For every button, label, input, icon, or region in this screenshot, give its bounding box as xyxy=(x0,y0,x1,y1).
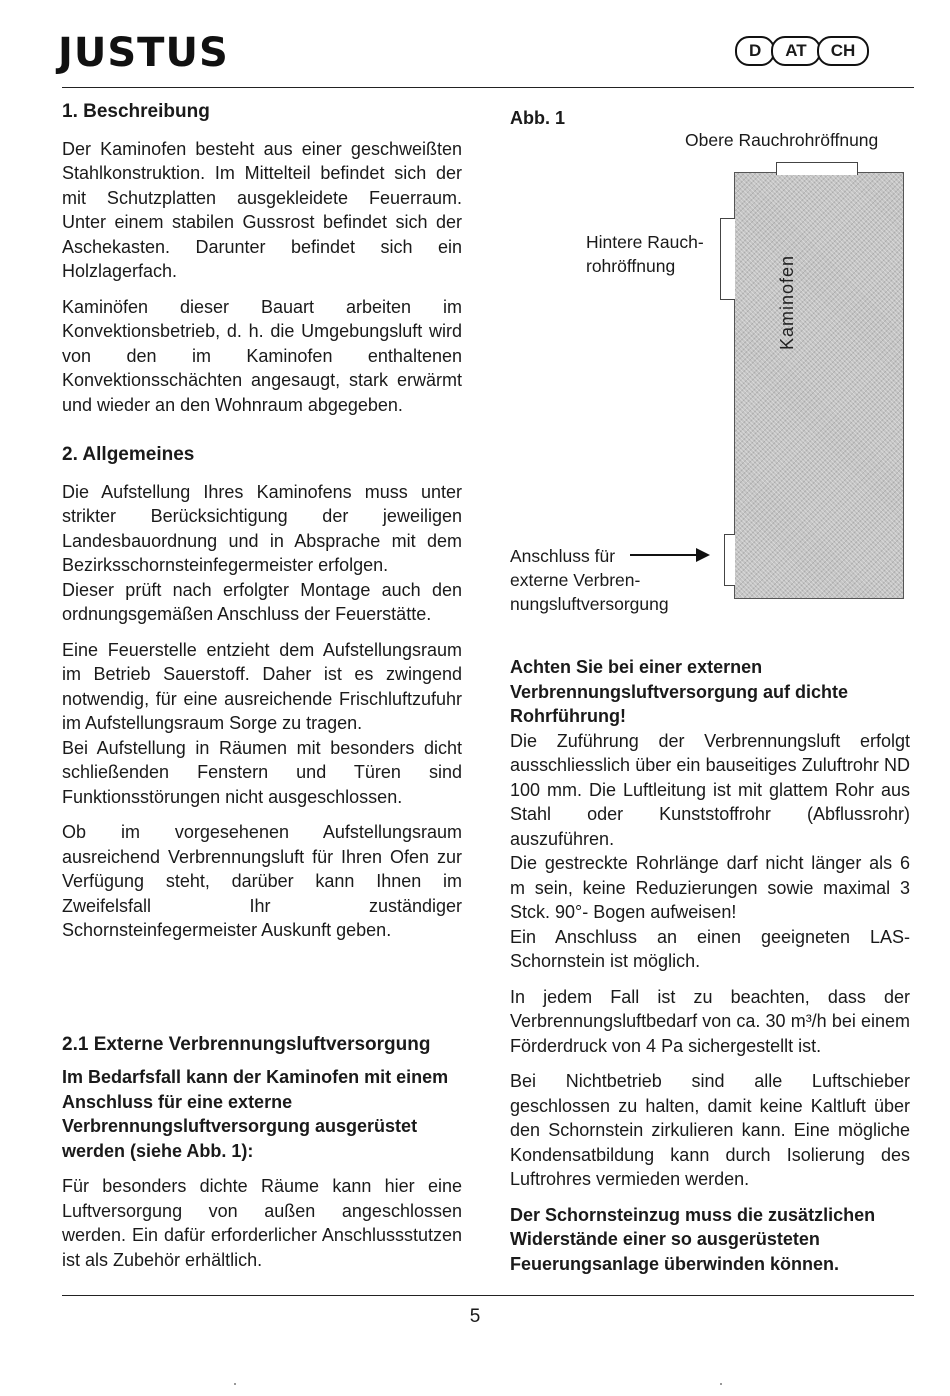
bold-note: Achten Sie bei einer externen Verbrennungsluftversorgung auf dichte Rohrführung! xyxy=(510,657,849,726)
section-heading-beschreibung: 1. Beschreibung xyxy=(62,101,210,122)
arrow-line xyxy=(630,554,698,556)
header-rule xyxy=(62,87,914,88)
figure-title: Abb. 1 xyxy=(510,108,566,128)
paragraph: Bei Aufstellung in Räumen mit besonders dicht schließenden Fenstern und Türen sind Funktionsstörungen nicht ausgeschlossen. xyxy=(62,737,462,807)
label-rear-flue: Hintere Rauch- rohröffnung xyxy=(586,232,704,276)
section-heading-allgemeines: 2. Allgemeines xyxy=(62,444,195,465)
paragraph: Für besonders dichte Räume kann hier eine Luftversorgung von außen angeschlossen werden. Ein dafür erforderlicher Anschlussstutzen ist als Zubehör erhältlich. xyxy=(62,1176,462,1270)
label-top-flue: Obere Rauchrohröffnung xyxy=(685,130,879,150)
page-number: 5 xyxy=(469,1306,481,1327)
bold-paragraph: Im Bedarfsfall kann der Kaminofen mit einem Anschluss für eine externe Verbrennungsluftversorgung ausgerüstet werden (siehe Abb. 1): xyxy=(62,1067,449,1161)
label-air-supply: Anschluss für externe Verbren- nungsluftversorgung xyxy=(510,546,669,614)
air-supply-connector xyxy=(724,534,735,586)
paragraph: Kaminöfen dieser Bauart arbeiten im Konvektionsbetrieb, d. h. die Umgebungsluft wird von den im Kaminofen enthaltenen Konvektionsschächten angesaugt, stark erwärmt und wieder an den Wohnraum abgegeben. xyxy=(62,296,462,415)
paragraph: Bei Nichtbetrieb sind alle Luftschieber geschlossen zu halten, damit keine Kaltluft über den Schornstein zirkulieren kann. Eine mögliche Kondensatbildung kann durch Isolierung des Luftrohres vermieden werden. xyxy=(510,1071,910,1189)
stove-diagram xyxy=(734,172,904,599)
paragraph: Eine Feuerstelle entzieht dem Aufstellungsraum im Betrieb Sauerstoff. Daher ist es zwingend notwendig, für eine ausreichende Frischluftzufuhr im Aufstellungsraum Sorge zu tragen. xyxy=(62,639,462,733)
paragraph: Die Zuführung der Verbrennungsluft erfolgt ausschliesslich über ein bauseitiges Zuluftrohr ND 100 mm. Die Luftleitung ist mit glattem Rohr aus Stahl oder Kunststoffrohr (Abflussrohr) auszuführen. xyxy=(510,730,910,849)
left-column xyxy=(62,100,462,1283)
paragraph: Der Kaminofen besteht aus einer geschweißten Stahlkonstruktion. Im Mittelteil befindet sich der mit Schutzplatten ausgekleidete Feuerraum. Unter einem stabilen Gussrost befindet sich der Aschekasten. Darunter befindet sich ein Holzlagerfach. xyxy=(62,138,462,281)
paragraph: Ob im vorgesehenen Aufstellungsraum ausreichend Verbrennungsluft für Ihren Ofen zur Verfügung steht, darüber kann Ihnen im Zweifelsfall Ihr zuständiger Schornsteinfegermeister Auskunft geben. xyxy=(62,822,462,940)
paragraph: In jedem Fall ist zu beachten, dass der Verbrennungsluftbedarf von ca. 30 m³/h bei einem Förderdruck von 4 Pa sichergestellt ist. xyxy=(510,986,910,1056)
country-badge-at: AT xyxy=(771,36,820,66)
figure-abb-1 xyxy=(510,100,910,655)
top-flue-opening xyxy=(776,162,858,175)
stove-label: Kaminofen xyxy=(777,254,797,350)
paragraph: Ein Anschluss an einen geeigneten LAS-Schornstein ist möglich. xyxy=(510,926,910,971)
scan-dot xyxy=(234,1383,236,1385)
country-badge-ch: CH xyxy=(817,36,870,66)
country-badges xyxy=(735,36,865,66)
country-badge-d: D xyxy=(735,36,775,66)
paragraph: Die Aufstellung Ihres Kaminofens muss unter strikter Berücksichtigung der jeweiligen Landesbauordnung und in Absprache mit dem Bezirksschornsteinfegermeister erfolgen. xyxy=(62,481,462,575)
brand-logo: JUSTUS xyxy=(58,30,229,76)
scan-dot xyxy=(720,1383,722,1385)
arrow-right-icon xyxy=(696,548,710,562)
paragraph: Dieser prüft nach erfolgter Montage auch den ordnungsgemäßen Anschluss der Feuerstätte. xyxy=(62,579,462,624)
section-heading-externe-verbrennungsluft: 2.1 Externe Verbrennungsluftversorgung xyxy=(62,1033,431,1055)
bold-conclusion: Der Schornsteinzug muss die zusätzlichen Widerstände einer so ausgerüsteten Feuerungsanlage überwinden können. xyxy=(510,1204,876,1274)
paragraph: Die gestreckte Rohrlänge darf nicht länger als 6 m sein, keine Reduzierungen sowie maximal 3 Stck. 90°- Bogen aufweisen! xyxy=(510,853,910,922)
rear-flue-opening xyxy=(720,218,735,300)
footer-rule xyxy=(62,1295,914,1296)
right-column xyxy=(510,100,910,1287)
